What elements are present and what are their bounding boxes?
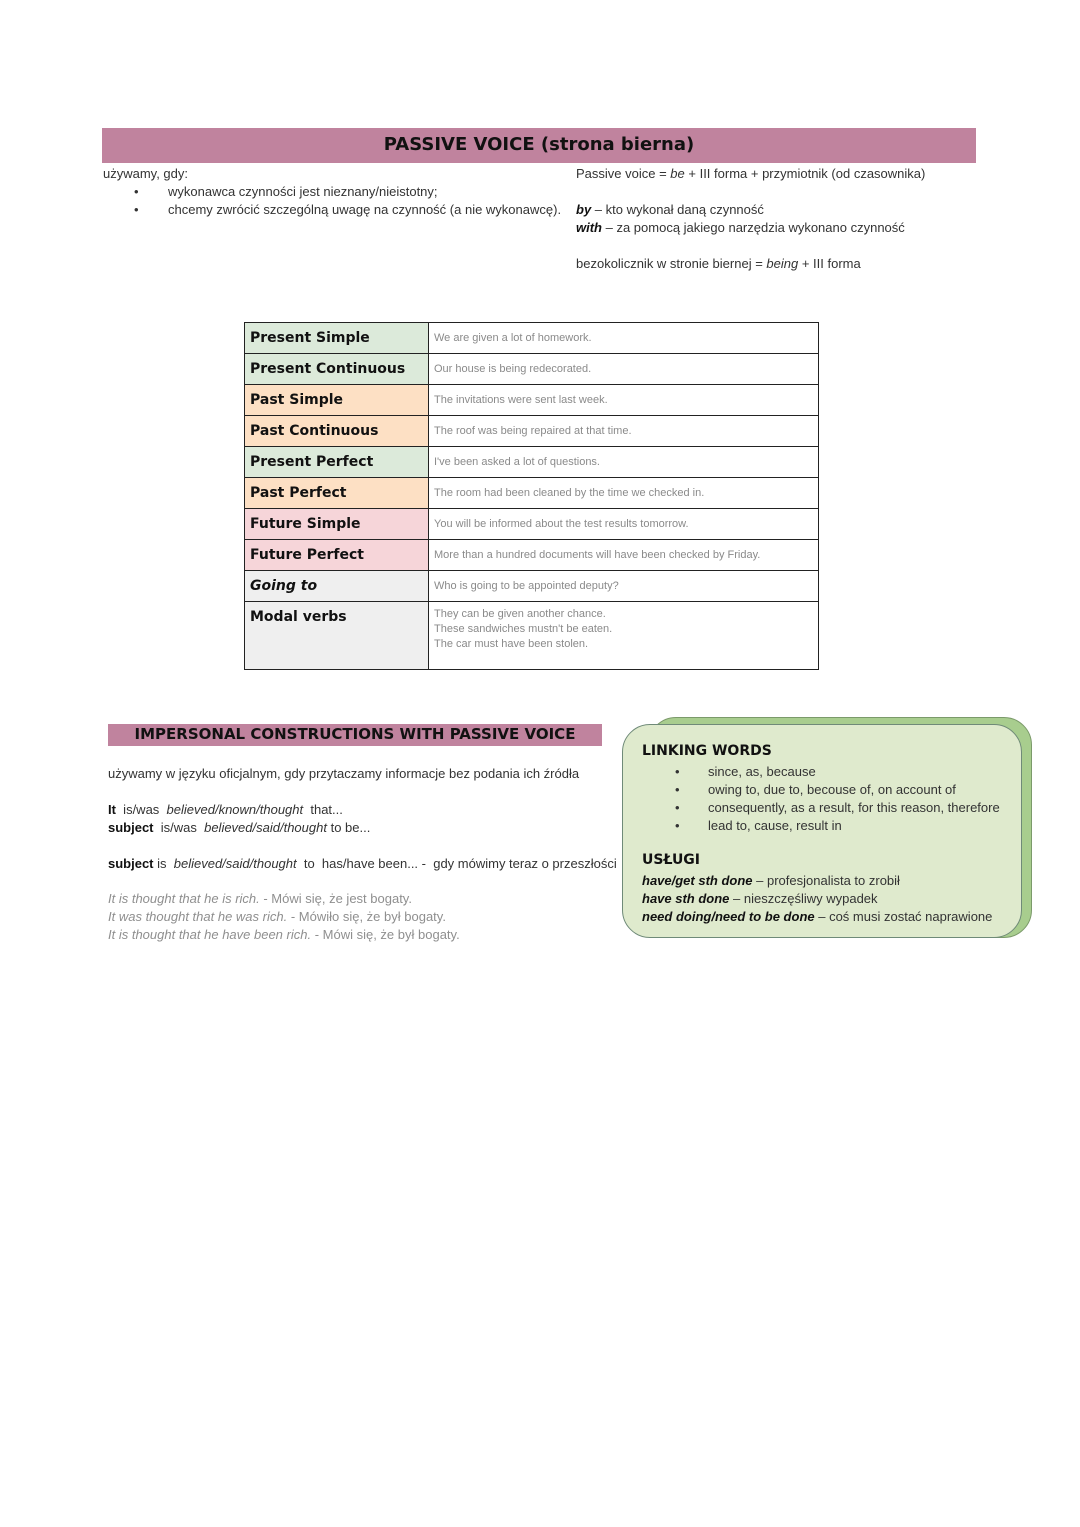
subject-word: subject: [108, 856, 154, 871]
tenses-table: [244, 322, 819, 670]
bullet-icon: •: [675, 764, 680, 779]
service-term: have/get sth done: [642, 873, 753, 888]
tense-example: They can be given another chance.: [434, 608, 606, 620]
tense-name: Present Perfect: [245, 447, 429, 478]
table-row: [245, 571, 819, 602]
usage-intro: używamy, gdy:: [103, 166, 189, 181]
with-desc: – za pomocą jakiego narzędzia wykonano czynność: [602, 220, 905, 235]
table-row: [245, 416, 819, 447]
subject-word: subject: [108, 820, 154, 835]
bullet-icon: •: [134, 202, 139, 217]
example-en: It was thought that he was rich.: [108, 909, 288, 924]
tense-name: Modal verbs: [245, 602, 429, 670]
example-pl: - Mówi się, że jest bogaty.: [259, 891, 412, 906]
bullet-icon: •: [675, 818, 680, 833]
infinitive-being: being: [766, 256, 799, 271]
services-item: [642, 872, 900, 890]
impersonal-example: [108, 926, 460, 944]
tense-example: We are given a lot of homework.: [429, 323, 819, 354]
tense-example: I've been asked a lot of questions.: [429, 447, 819, 478]
by-word: by: [576, 202, 592, 217]
bullet-icon: •: [675, 782, 680, 797]
infinitive-line: [576, 255, 861, 273]
tense-example-group: [429, 602, 819, 670]
table-row: [245, 540, 819, 571]
tense-example: Who is going to be appointed deputy?: [429, 571, 819, 602]
page-title: PASSIVE VOICE (strona bierna): [383, 134, 695, 155]
table-row: [245, 385, 819, 416]
tense-name: Present Continuous: [245, 354, 429, 385]
linking-item: consequently, as a result, for this reason, therefore: [708, 800, 1000, 815]
table-row: [245, 478, 819, 509]
impersonal-example: [108, 908, 446, 926]
formula-be: be: [670, 166, 685, 181]
formula-rest: + III forma + przymiotnik (od czasownika): [684, 166, 926, 181]
service-desc: – coś musi zostać naprawione: [814, 909, 993, 924]
infinitive-prefix: bezokolicznik w stronie biernej =: [576, 256, 767, 271]
service-term: need doing/need to be done: [642, 909, 815, 924]
linking-item: since, as, because: [708, 764, 816, 779]
impersonal-line-past: [108, 855, 617, 873]
tense-example: The car must have been stolen.: [434, 638, 589, 650]
tense-name: Present Simple: [245, 323, 429, 354]
tense-example: The room had been cleaned by the time we checked in.: [429, 478, 819, 509]
tense-example: You will be informed about the test results tomorrow.: [429, 509, 819, 540]
tense-name: Future Simple: [245, 509, 429, 540]
formula-prefix: Passive voice =: [576, 166, 671, 181]
impersonal-intro: używamy w języku oficjalnym, gdy przytaczamy informacje bez podania ich źródła: [108, 766, 580, 781]
table-row: [245, 602, 819, 670]
tense-name: Past Perfect: [245, 478, 429, 509]
tense-name: Past Continuous: [245, 416, 429, 447]
tense-example: These sandwiches mustn't be eaten.: [434, 623, 613, 635]
example-pl: - Mówiło się, że był bogaty.: [287, 909, 446, 924]
tense-name: Future Perfect: [245, 540, 429, 571]
table-row: [245, 323, 819, 354]
linking-item: lead to, cause, result in: [708, 818, 842, 833]
with-line: [576, 219, 905, 237]
tense-name: Going to: [245, 571, 429, 602]
impersonal-line-subject: [108, 819, 370, 837]
line1-verb: is/was: [115, 802, 167, 817]
bullet-icon: •: [675, 800, 680, 815]
line2-verb: is/was: [153, 820, 205, 835]
tense-example: The invitations were sent last week.: [429, 385, 819, 416]
by-desc: – kto wykonał daną czynność: [591, 202, 764, 217]
linking-title: LINKING WORDS: [642, 743, 772, 759]
services-title: USŁUGI: [642, 852, 701, 868]
line3-italic: believed/said/thought: [173, 856, 297, 871]
line2-italic: believed/said/thought: [204, 820, 327, 835]
impersonal-example: [108, 890, 412, 908]
line2-rest: to be...: [326, 820, 371, 835]
usage-bullet: wykonawca czynności jest nieznany/nieistotny;: [168, 184, 438, 199]
example-en: It is thought that he is rich.: [108, 891, 260, 906]
with-word: with: [576, 220, 602, 235]
service-desc: – profesjonalista to zrobił: [752, 873, 900, 888]
infinitive-rest: + III forma: [798, 256, 861, 271]
services-item: [642, 908, 992, 926]
line1-italic: believed/known/thought: [166, 802, 304, 817]
example-pl: - Mówi się, że był bogaty.: [311, 927, 460, 942]
tense-example: Our house is being redecorated.: [429, 354, 819, 385]
service-term: have sth done: [642, 891, 730, 906]
it-word: It: [108, 802, 116, 817]
table-row: [245, 354, 819, 385]
line3-rest: to has/have been... - gdy mówimy teraz o przeszłości: [296, 856, 617, 871]
tense-example: The roof was being repaired at that time.: [429, 416, 819, 447]
service-desc: – nieszczęśliwy wypadek: [729, 891, 878, 906]
tense-example: More than a hundred documents will have been checked by Friday.: [429, 540, 819, 571]
by-line: [576, 201, 764, 219]
line3-verb: is: [153, 856, 174, 871]
passive-formula: [576, 165, 925, 183]
usage-bullet: chcemy zwrócić szczególną uwagę na czynność (a nie wykonawcę).: [168, 202, 562, 217]
example-en: It is thought that he have been rich.: [108, 927, 312, 942]
services-item: [642, 890, 878, 908]
table-row: [245, 447, 819, 478]
bullet-icon: •: [134, 184, 139, 199]
line1-rest: that...: [303, 802, 343, 817]
table-row: [245, 509, 819, 540]
impersonal-title: IMPERSONAL CONSTRUCTIONS WITH PASSIVE VOICE: [134, 725, 576, 743]
impersonal-line-it: [108, 801, 343, 819]
linking-item: owing to, due to, becouse of, on account of: [708, 782, 956, 797]
tense-name: Past Simple: [245, 385, 429, 416]
